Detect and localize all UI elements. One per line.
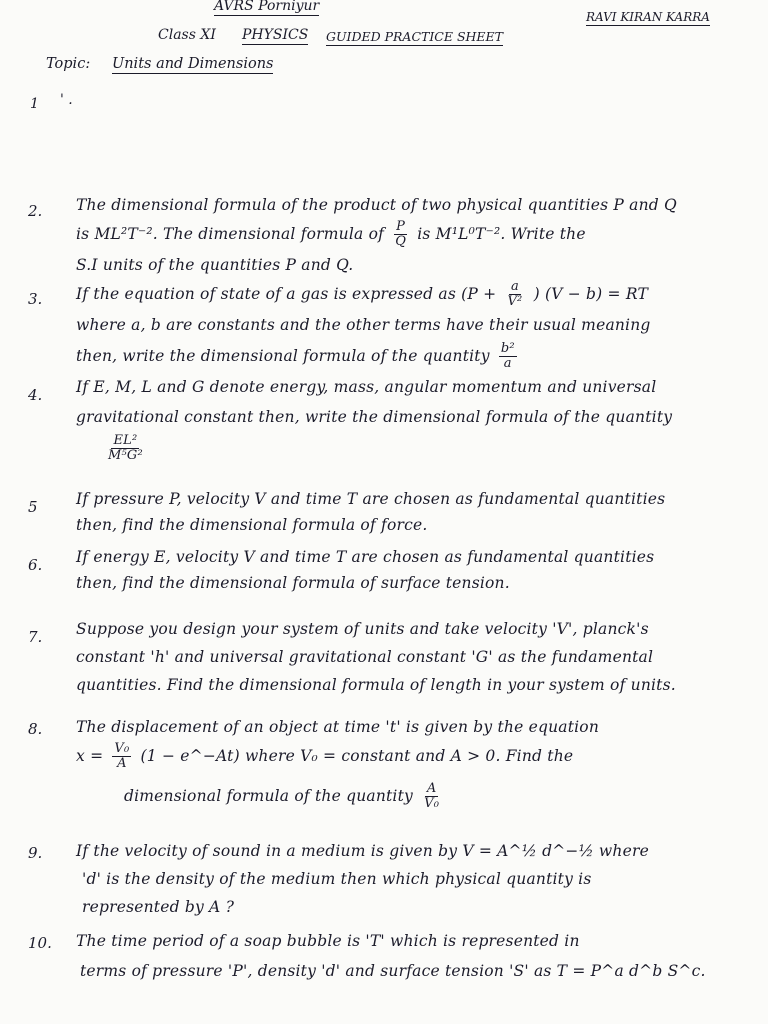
question-line: If energy E, velocity V and time T are chosen as fundamental quantities — [76, 548, 655, 566]
fraction-denominator: V₀ — [424, 796, 440, 812]
fraction — [505, 280, 524, 310]
question-8 — [28, 718, 740, 828]
question-line: If E, M, L and G denote energy, mass, angular momentum and universal — [76, 378, 657, 396]
question-line: quantities. Find the dimensional formula of length in your system of units. — [76, 676, 676, 694]
question-number: 3. — [28, 290, 43, 308]
question-5 — [28, 490, 740, 542]
question-line: S.I units of the quantities P and Q. — [76, 256, 354, 274]
question-text: ) (V − b) = RT — [533, 284, 648, 303]
fraction-numerator: V₀ — [114, 741, 130, 756]
fraction-denominator: A — [117, 756, 127, 772]
question-6 — [28, 548, 740, 600]
sheet-title: GUIDED PRACTICE SHEET — [326, 29, 504, 44]
fraction-numerator: A — [426, 781, 437, 796]
question-line: terms of pressure 'P', density 'd' and surface tension 'S' as T = P^a d^b S^c. — [80, 962, 706, 980]
question-line: then, find the dimensional formula of surface tension. — [76, 574, 510, 592]
fraction — [112, 742, 131, 772]
question-9 — [28, 838, 740, 918]
question-line: Suppose you design your system of units and take velocity 'V', planck's — [76, 620, 649, 638]
question-text: then, write the dimensional formula of the quantity — [76, 346, 490, 365]
question-line: If the velocity of sound in a medium is given by V = A^½ d^−½ where — [76, 842, 649, 860]
topic-title: Units and Dimensions — [112, 56, 274, 72]
question-line: The time period of a soap bubble is 'T' which is represented in — [76, 932, 580, 950]
class-label: Class XI — [158, 27, 216, 43]
fraction — [499, 342, 517, 372]
fraction-numerator: b² — [500, 341, 515, 356]
fraction-numerator: EL² — [113, 433, 138, 448]
question-text: is ML²T⁻². The dimensional formula of — [76, 224, 385, 243]
question-line — [76, 280, 648, 310]
question-line: gravitational constant then, write the dimensional formula of the quantity — [76, 408, 673, 426]
author-name: RAVI KIRAN KARRA — [586, 10, 710, 24]
fraction — [106, 434, 145, 464]
question-line — [124, 782, 445, 812]
question-line: then, find the dimensional formula of force. — [76, 516, 428, 534]
question-line — [76, 342, 521, 372]
question-text: dimensional formula of the quantity — [124, 786, 413, 805]
fraction-denominator: V² — [507, 294, 523, 310]
fraction-denominator: M⁵G² — [108, 448, 143, 464]
question-line: constant 'h' and universal gravitational constant 'G' as the fundamental — [76, 648, 654, 666]
question-number: 7. — [28, 628, 43, 646]
question-number: 4. — [28, 386, 43, 404]
question-3 — [28, 278, 740, 374]
question-4 — [28, 378, 740, 478]
question-number: 2. — [28, 202, 43, 220]
subject-label: PHYSICS — [242, 27, 309, 43]
question-number: 8. — [28, 720, 43, 738]
q1-number: 1 — [30, 96, 39, 112]
topic-label: Topic: — [46, 56, 91, 72]
question-text: is M¹L⁰T⁻². Write the — [417, 224, 586, 243]
question-line: 'd' is the density of the medium then which physical quantity is — [82, 870, 592, 888]
fraction-denominator: a — [503, 356, 512, 372]
fraction — [393, 220, 408, 250]
question-number: 10. — [28, 934, 52, 952]
question-text: (1 − e^−At) where V₀ = constant and A > 0. Find the — [140, 746, 574, 765]
question-line — [76, 220, 586, 250]
question-number: 6. — [28, 556, 43, 574]
q1-text: ' . — [60, 92, 73, 108]
question-2 — [28, 196, 740, 276]
question-line — [76, 434, 149, 464]
question-text: If the equation of state of a gas is expressed as (P + — [76, 284, 497, 303]
question-number: 5 — [28, 498, 38, 516]
question-line: The dimensional formula of the product of two physical quantities P and Q — [76, 196, 677, 214]
question-number: 9. — [28, 844, 43, 862]
fraction — [422, 782, 441, 812]
question-line: represented by A ? — [82, 898, 235, 916]
fraction-numerator: P — [396, 219, 406, 234]
school-name: AVRS Porniyur — [214, 0, 320, 14]
question-7 — [28, 618, 740, 702]
question-line: where a, b are constants and the other terms have their usual meaning — [76, 316, 651, 334]
question-10 — [28, 930, 740, 990]
fraction-denominator: Q — [395, 234, 407, 250]
question-line — [76, 742, 573, 772]
question-line: The displacement of an object at time 't' is given by the equation — [76, 718, 600, 736]
question-text: x = — [76, 746, 104, 765]
question-line: If pressure P, velocity V and time T are chosen as fundamental quantities — [76, 490, 666, 508]
fraction-numerator: a — [510, 279, 519, 294]
